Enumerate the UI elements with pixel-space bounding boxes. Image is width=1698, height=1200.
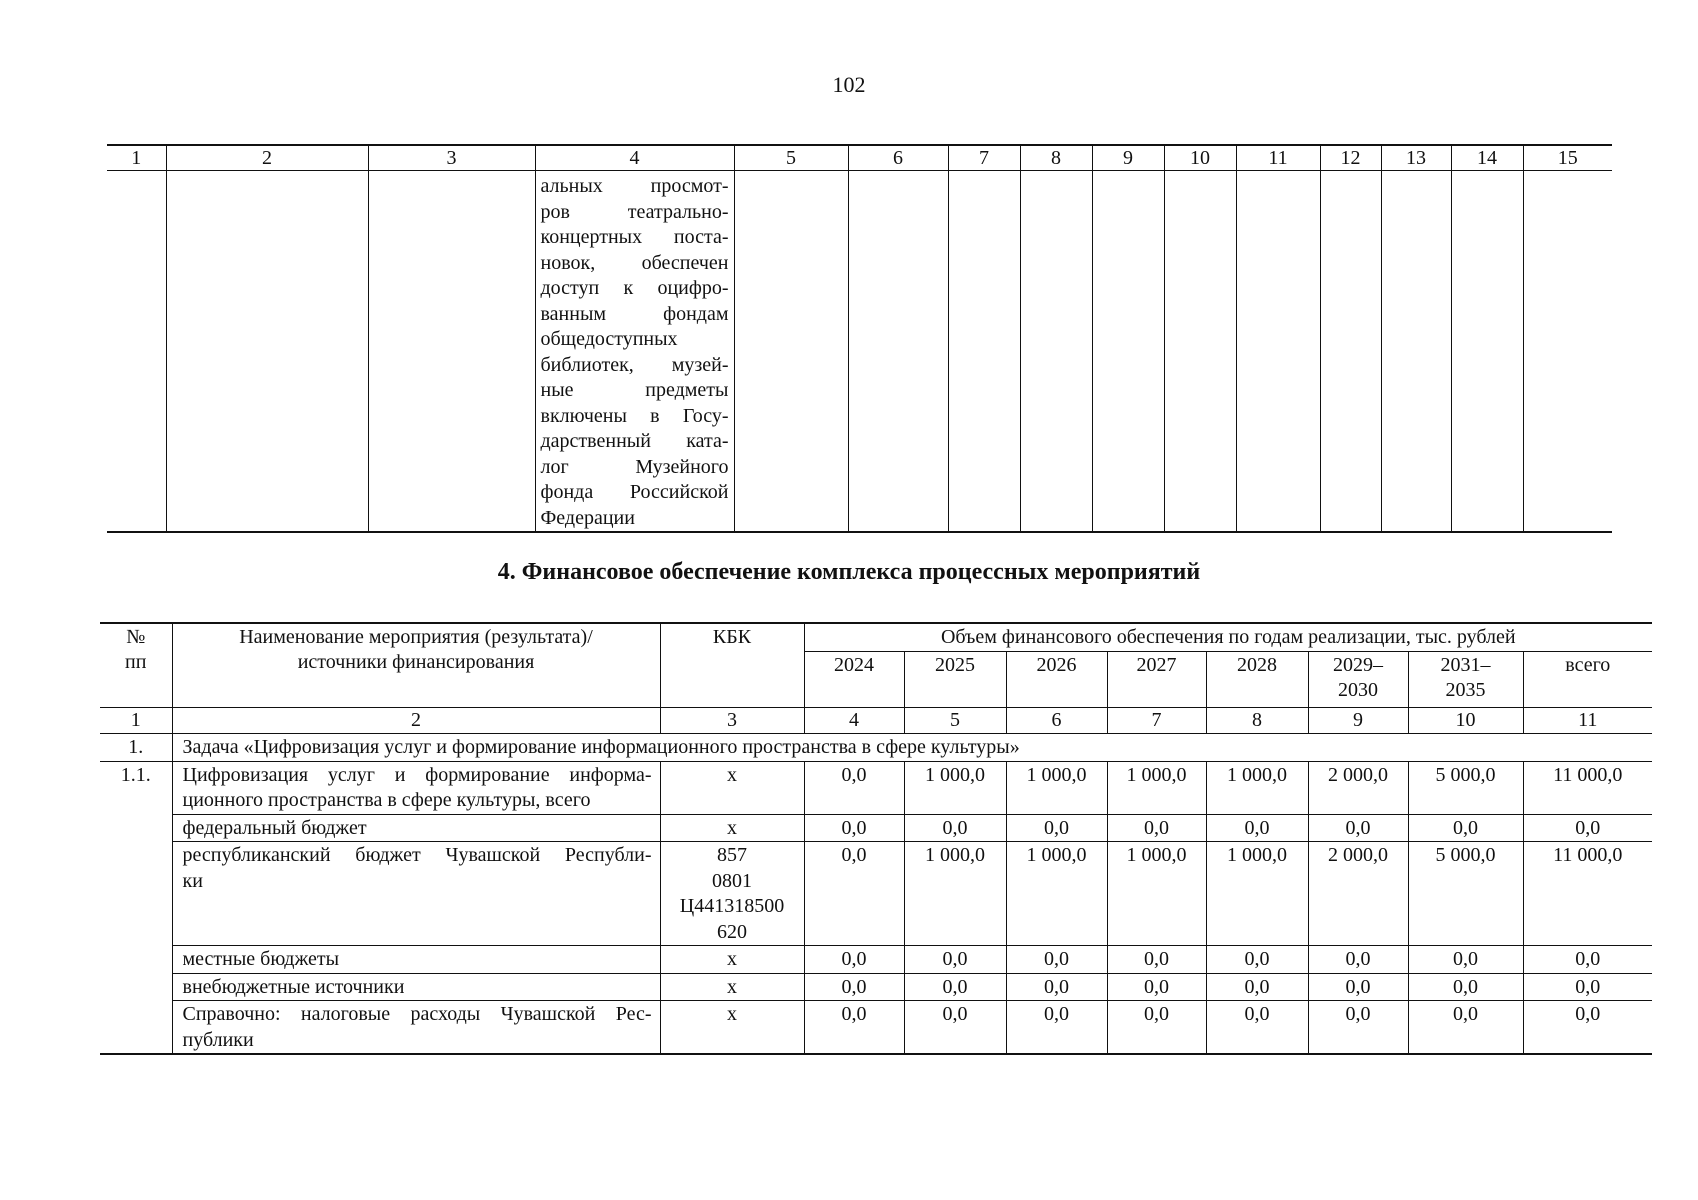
value-cell: 1 000,0 bbox=[1206, 761, 1308, 814]
value-cell: 0,0 bbox=[1006, 814, 1107, 842]
column-number: 3 bbox=[368, 145, 535, 171]
value-cell: 0,0 bbox=[1107, 1001, 1206, 1055]
value-cell: 0,0 bbox=[804, 973, 904, 1001]
header-line: 2029– bbox=[1333, 654, 1383, 676]
value-cell: 0,0 bbox=[1206, 946, 1308, 974]
column-number: 6 bbox=[848, 145, 948, 171]
column-number: 6 bbox=[1006, 708, 1107, 734]
value-cell: 5 000,0 bbox=[1408, 842, 1523, 946]
table-row bbox=[100, 761, 1652, 814]
header-year bbox=[1308, 652, 1408, 708]
text-line: местные бюджеты bbox=[182, 948, 340, 970]
header-year bbox=[1107, 652, 1206, 708]
header-year bbox=[1408, 652, 1523, 708]
value-cell: 0,0 bbox=[1523, 1001, 1652, 1055]
header-line: 2024 bbox=[834, 654, 874, 676]
text-line: общедоступных bbox=[540, 328, 678, 350]
column-number: 15 bbox=[1523, 145, 1612, 171]
text-line: альных просмот- bbox=[540, 175, 729, 197]
task-title: Задача «Цифровизация услуг и формирование информационного пространства в сфере культуры» bbox=[172, 734, 1652, 762]
column-number-row bbox=[100, 708, 1652, 734]
value-cell: 0,0 bbox=[804, 946, 904, 974]
table-cell bbox=[734, 171, 848, 533]
value-cell: 0,0 bbox=[804, 842, 904, 946]
column-number: 11 bbox=[1236, 145, 1320, 171]
value-cell: 1 000,0 bbox=[1107, 761, 1206, 814]
value-cell: 1 000,0 bbox=[1006, 842, 1107, 946]
text-line: лог Музейного bbox=[540, 455, 729, 478]
text-line: библиотек, музей- bbox=[540, 353, 729, 376]
column-number: 4 bbox=[535, 145, 734, 171]
header-line: 2035 bbox=[1445, 679, 1486, 701]
header-year bbox=[804, 652, 904, 708]
value-cell: 0,0 bbox=[904, 1001, 1006, 1055]
kbk-cell bbox=[660, 1001, 804, 1055]
header-name bbox=[172, 623, 660, 708]
table-row bbox=[100, 1001, 1652, 1055]
value-cell: 0,0 bbox=[1523, 973, 1652, 1001]
column-number: 4 bbox=[804, 708, 904, 734]
text-line: федеральный бюджет bbox=[182, 816, 367, 839]
task-row bbox=[100, 734, 1652, 762]
column-number: 5 bbox=[734, 145, 848, 171]
kbk-line: 620 bbox=[717, 920, 747, 943]
value-cell: 0,0 bbox=[1308, 814, 1408, 842]
continuation-table bbox=[107, 144, 1612, 533]
value-cell: 0,0 bbox=[1107, 814, 1206, 842]
header-year bbox=[904, 652, 1006, 708]
text-line: концертных поста- bbox=[540, 226, 729, 248]
header-line: пп bbox=[125, 651, 147, 673]
text-line: доступ к оцифро- bbox=[540, 277, 729, 299]
table-cell bbox=[1092, 171, 1164, 533]
column-number: 8 bbox=[1206, 708, 1308, 734]
value-cell: 0,0 bbox=[804, 761, 904, 814]
row-number: 1.1. bbox=[100, 761, 172, 1054]
column-number: 7 bbox=[1107, 708, 1206, 734]
column-number: 8 bbox=[1020, 145, 1092, 171]
value-cell: 0,0 bbox=[1408, 1001, 1523, 1055]
header-volume: Объем финансового обеспечения по годам реализации, тыс. рублей bbox=[804, 623, 1652, 652]
value-cell: 0,0 bbox=[1006, 946, 1107, 974]
value-cell: 5 000,0 bbox=[1408, 761, 1523, 814]
column-number: 13 bbox=[1381, 145, 1451, 171]
header-kbk: КБК bbox=[660, 623, 804, 708]
value-cell: 0,0 bbox=[1107, 973, 1206, 1001]
value-cell: 0,0 bbox=[1408, 814, 1523, 842]
column-number: 10 bbox=[1408, 708, 1523, 734]
text-line: Цифровизация услуг и формирование информа- bbox=[182, 763, 652, 786]
table-cell bbox=[1164, 171, 1236, 533]
header-row bbox=[100, 623, 1652, 652]
kbk-line: x bbox=[727, 1003, 737, 1025]
kbk-cell bbox=[660, 814, 804, 842]
value-cell: 2 000,0 bbox=[1308, 842, 1408, 946]
header-year bbox=[1206, 652, 1308, 708]
header-year bbox=[1523, 652, 1652, 708]
kbk-cell bbox=[660, 973, 804, 1001]
kbk-line: 0801 bbox=[712, 869, 752, 892]
value-cell: 0,0 bbox=[904, 814, 1006, 842]
table-row bbox=[100, 814, 1652, 842]
column-number: 11 bbox=[1523, 708, 1652, 734]
table-cell bbox=[368, 171, 535, 533]
kbk-cell bbox=[660, 946, 804, 974]
kbk-line: x bbox=[727, 763, 737, 786]
table-cell bbox=[848, 171, 948, 533]
header-line: Наименование мероприятия (результата)/ bbox=[239, 626, 593, 648]
value-cell: 0,0 bbox=[1408, 946, 1523, 974]
header-year bbox=[1006, 652, 1107, 708]
header-line: 2027 bbox=[1136, 654, 1177, 676]
value-cell: 2 000,0 bbox=[1308, 761, 1408, 814]
kbk-line: x bbox=[727, 948, 737, 970]
text-line: ров театрально- bbox=[540, 200, 729, 223]
value-cell: 0,0 bbox=[904, 946, 1006, 974]
source-name-cell bbox=[172, 946, 660, 974]
text-line: республиканский бюджет Чувашской Республи- bbox=[182, 844, 652, 866]
value-cell: 0,0 bbox=[1523, 946, 1652, 974]
task-number: 1. bbox=[100, 734, 172, 762]
text-line: ционного пространства в сфере культуры, всего bbox=[182, 789, 591, 811]
source-name-cell bbox=[172, 814, 660, 842]
kbk-cell bbox=[660, 842, 804, 946]
text-line: публики bbox=[182, 1028, 254, 1051]
table-row bbox=[100, 973, 1652, 1001]
section-title: 4. Финансовое обеспечение комплекса процессных мероприятий bbox=[497, 559, 1201, 585]
table-cell bbox=[1523, 171, 1612, 533]
value-cell: 1 000,0 bbox=[1107, 842, 1206, 946]
value-cell: 0,0 bbox=[804, 814, 904, 842]
text-line: ванным фондам bbox=[540, 302, 729, 325]
header-num bbox=[100, 623, 172, 708]
value-cell: 0,0 bbox=[1408, 973, 1523, 1001]
kbk-cell bbox=[660, 761, 804, 814]
table-cell bbox=[1381, 171, 1451, 533]
kbk-line: x bbox=[727, 975, 737, 998]
value-cell: 0,0 bbox=[1308, 946, 1408, 974]
text-line: новок, обеспечен bbox=[540, 251, 729, 274]
header-line: 2028 bbox=[1237, 654, 1277, 676]
header-line: 2026 bbox=[1036, 654, 1077, 676]
value-cell: 0,0 bbox=[1308, 973, 1408, 1001]
column-number: 9 bbox=[1092, 145, 1164, 171]
header-line: 2025 bbox=[935, 654, 975, 676]
column-number: 10 bbox=[1164, 145, 1236, 171]
text-line: внебюджетные источники bbox=[182, 975, 405, 998]
table-cell bbox=[1020, 171, 1092, 533]
table-cell bbox=[1320, 171, 1381, 533]
column-number: 3 bbox=[660, 708, 804, 734]
table-cell bbox=[166, 171, 368, 533]
header-line: № bbox=[126, 626, 146, 648]
value-cell: 0,0 bbox=[804, 1001, 904, 1055]
column-number: 1 bbox=[107, 145, 166, 171]
text-line: включены в Госу- bbox=[540, 404, 729, 427]
table-cell bbox=[1236, 171, 1320, 533]
column-number: 2 bbox=[172, 708, 660, 734]
source-name-cell bbox=[172, 973, 660, 1001]
value-cell: 0,0 bbox=[1206, 973, 1308, 1001]
value-cell: 0,0 bbox=[1006, 1001, 1107, 1055]
kbk-line: 857 bbox=[717, 844, 747, 866]
table-row bbox=[100, 842, 1652, 946]
header-line: всего bbox=[1565, 654, 1611, 676]
text-line: Справочно: налоговые расходы Чувашской Рес- bbox=[182, 1003, 652, 1025]
column-number: 14 bbox=[1451, 145, 1523, 171]
value-cell: 0,0 bbox=[1006, 973, 1107, 1001]
table-cell bbox=[948, 171, 1020, 533]
continuation-row bbox=[107, 171, 1612, 533]
value-cell: 11 000,0 bbox=[1523, 761, 1652, 814]
kbk-line: Ц441318500 bbox=[679, 895, 785, 917]
kbk-line: x bbox=[727, 816, 737, 839]
value-cell: 1 000,0 bbox=[904, 761, 1006, 814]
column-number: 7 bbox=[948, 145, 1020, 171]
column-number: 12 bbox=[1320, 145, 1381, 171]
text-line: фонда Российской bbox=[540, 481, 729, 503]
page-number: 102 bbox=[832, 72, 866, 97]
text-line: дарственный ката- bbox=[540, 430, 729, 452]
column-number-row bbox=[107, 145, 1612, 171]
value-cell: 1 000,0 bbox=[904, 842, 1006, 946]
text-line: ки bbox=[182, 869, 203, 892]
header-line: 2030 bbox=[1338, 679, 1378, 701]
source-name-cell bbox=[172, 761, 660, 814]
column-number: 1 bbox=[100, 708, 172, 734]
column-number: 2 bbox=[166, 145, 368, 171]
value-cell: 0,0 bbox=[1206, 814, 1308, 842]
table-cell bbox=[1451, 171, 1523, 533]
column-number: 5 bbox=[904, 708, 1006, 734]
result-description-cell bbox=[535, 171, 734, 533]
table-row bbox=[100, 946, 1652, 974]
source-name-cell bbox=[172, 842, 660, 946]
value-cell: 0,0 bbox=[1206, 1001, 1308, 1055]
header-line: 2031– bbox=[1440, 654, 1491, 676]
header-line: источники финансирования bbox=[297, 651, 535, 673]
value-cell: 0,0 bbox=[1308, 1001, 1408, 1055]
table-cell bbox=[107, 171, 166, 533]
value-cell: 11 000,0 bbox=[1523, 842, 1652, 946]
value-cell: 1 000,0 bbox=[1006, 761, 1107, 814]
source-name-cell bbox=[172, 1001, 660, 1055]
value-cell: 0,0 bbox=[1523, 814, 1652, 842]
value-cell: 0,0 bbox=[1107, 946, 1206, 974]
value-cell: 0,0 bbox=[904, 973, 1006, 1001]
column-number: 9 bbox=[1308, 708, 1408, 734]
value-cell: 1 000,0 bbox=[1206, 842, 1308, 946]
financing-table bbox=[100, 622, 1652, 1055]
text-line: ные предметы bbox=[540, 379, 729, 401]
text-line: Федерации bbox=[540, 506, 635, 529]
